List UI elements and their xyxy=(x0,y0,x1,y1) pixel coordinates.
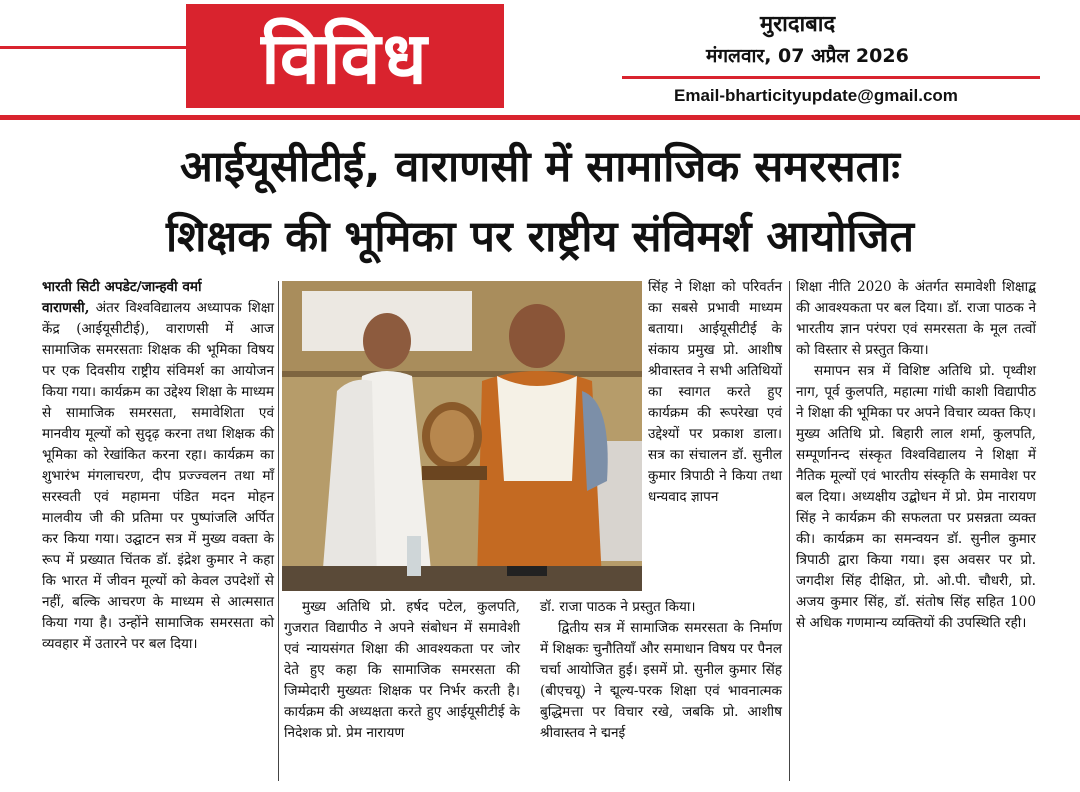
column-divider xyxy=(278,281,279,781)
article-column-1 xyxy=(42,277,274,655)
section-title-banner xyxy=(186,4,504,108)
column-3-closing-text: डॉ. राजा पाठक ने प्रस्तुत किया। xyxy=(540,599,696,615)
column-divider xyxy=(789,281,790,781)
event-photo-illustration xyxy=(282,281,642,591)
column-4-paragraph-2: समापन सत्र में विशिष्ट अतिथि प्रो. पृथ्वीश नाग, पूर्व कुलपति, महात्मा गांधी काशी विद्यापीठ ने शिक्षा की भूमिका पर अपने विचार व्यक्त किए। मुख्य अतिथि प्रो. बिहारी लाल शर्मा, कुलपति, सम्पूर्णानन्द संस्कृत विश्वविद्यालय ने शिक्षा में नैतिक मूल्यों एवं भारतीय संस्कृति के समावेश पर बल दिया। अध्यक्षीय उद्बोधन में प्रो. प्रेम नारायण सिंह ने कार्यक्रम की सफलता पर प्रसन्नता व्यक्त की। कार्यक्रम का समन्वयन डॉ. सुनील कुमार त्रिपाठी द्वारा किया गया। इस अवसर पर प्रो. जगदीश सिंह दीक्षित, प्रो. ओ.पी. चौधरी, प्रो. अजय कुमार सिंह, डॉ. संतोष सिंह सहित 100 से अधिक गणमान्य व्यक्तियों की उपस्थिति रही। xyxy=(796,363,1036,631)
column-2-text: मुख्य अतिथि प्रो. हर्षद पटेल, कुलपति, गुजरात विद्यापीठ ने अपने संबोधन में समावेशी एवं न्यायसंगत शिक्षा की आवश्यकता पर जोर देते हुए कहा कि सामाजिक समरसता की जिम्मेदारी मुख्यतः शिक्षक पर निर्भर करती है। कार्यक्रम की अध्यक्षता करते हुए आईयूसीटीई के निदेशक प्रो. प्रेम नारायण xyxy=(284,599,520,741)
event-photo xyxy=(282,281,642,591)
headline-line-2: शिक्षक की भूमिका पर राष्ट्रीय संविमर्श आयोजित xyxy=(165,212,915,262)
article-byline: भारती सिटी अपडेट/जान्हवी वर्मा xyxy=(42,279,202,295)
section-title: विविध xyxy=(261,16,429,100)
city-name: मुरादाबाद xyxy=(760,12,836,37)
masthead-bottom-rule xyxy=(0,115,1080,120)
headline-line-1: आईयूसीटीई, वाराणसी में सामाजिक समरसताः xyxy=(179,142,900,192)
column-3-top-text: सिंह ने शिक्षा को परिवर्तन का सबसे प्रभावी माध्यम बताया। आईयूसीटीई के संकाय प्रमुख प्रो. आशीष श्रीवास्तव ने सभी अतिथियों का स्वागत करते हुए कार्यक्रम की रूपरेखा एवं उद्देश्यों पर प्रकाश डाला। सत्र का संचालन डॉ. सुनील कुमार त्रिपाठी ने किया तथा धन्यवाद ज्ञापन xyxy=(648,279,782,505)
article-column-3-bottom xyxy=(540,597,782,744)
masthead-left-rule xyxy=(0,46,186,49)
issue-date: मंगलवार, 07 अप्रैल 2026 xyxy=(706,45,909,67)
article-column-4 xyxy=(796,277,1036,634)
contact-email: Email-bharticityupdate@gmail.com xyxy=(674,86,958,105)
article-dateline: वाराणसी, xyxy=(42,300,90,316)
article-column-3-top xyxy=(648,277,782,508)
column-3-paragraph-2: द्वितीय सत्र में सामाजिक समरसता के निर्माण में शिक्षकः चुनौतियाँ और समाधान विषय पर पैनल चर्चा आयोजित हुई। इसमें प्रो. सुनील कुमार सिंह (बीएचयू) ने द्मूल्य-परक शिक्षा एवं भावनात्मक बुद्धिमत्ता पर विचार रखे, जबकि प्रो. आशीष श्रीवास्तव ने द्मनई xyxy=(540,620,782,741)
article-column-2 xyxy=(284,597,520,744)
column-4-paragraph-1: शिक्षा नीति 2020 के अंतर्गत समावेशी शिक्षाद्ब की आवश्यकता पर बल दिया। डॉ. राजा पाठक ने भारतीय ज्ञान परंपरा एवं समरसता के मूल तत्वों को विस्तार से प्रस्तुत किया। xyxy=(796,279,1036,358)
column-1-text: अंतर विश्वविद्यालय अध्यापक शिक्षा केंद्र (आईयूसीटीई), वाराणसी में आज सामाजिक समरसताः शिक्षक की भूमिका विषय पर एक दिवसीय राष्ट्रीय संविमर्श का आयोजन किया गया। कार्यक्रम का उद्देश्य शिक्षा के माध्यम से सामाजिक समरसता, समावेशिता एवं मानवीय मूल्यों को सुदृढ़ करना तथा शिक्षक की भूमिका को रेखांकित करना रहा। कार्यक्रम का शुभारंभ मंगलाचरण, दीप प्रज्ज्वलन तथा माँ सरस्वती एवं महामना पंडित मदन मोहन मालवीय जी की प्रतिमा पर पुष्पांजलि अर्पित कर किया गया। उद्घाटन सत्र में मुख्य वक्ता के रूप में प्रख्यात चिंतक डॉ. इंद्रेश कुमार ने कहा कि भारत में जीवन मूल्यों को केवल उपदेशों से नहीं, बल्कि आचरण के माध्यम से आत्मसात किया गया है। उन्होंने सामाजिक समरसता को व्यवहार में उतारने पर बल दिया। xyxy=(42,300,274,652)
masthead-right-rule xyxy=(622,76,1040,79)
